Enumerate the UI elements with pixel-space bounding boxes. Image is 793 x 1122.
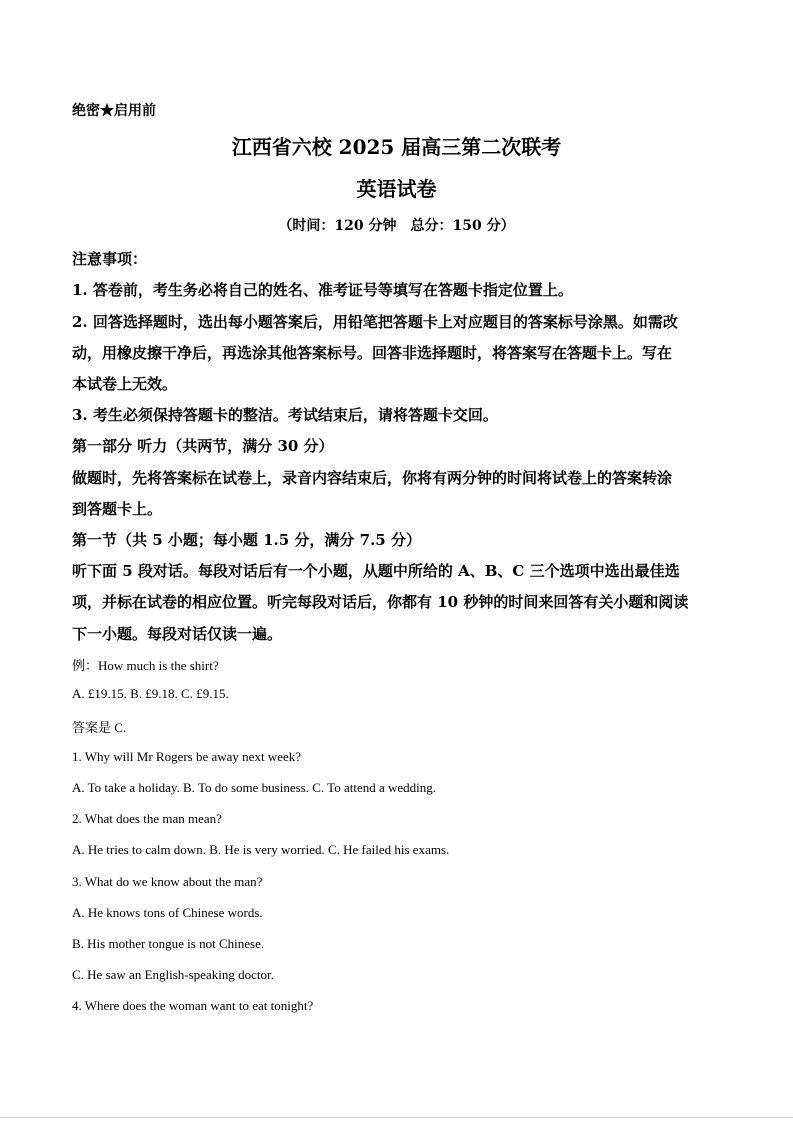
question-line: A. He tries to calm down. B. He is very worried. C. He failed his exams. (72, 842, 450, 857)
question-line: A. He knows tons of Chinese words. (72, 905, 263, 920)
example-question: 例：How much is the shirt? (72, 658, 219, 673)
part1-instruction-line-1: 做题时，先将答案标在试卷上，录音内容结束后，你将有两分钟的时间将试卷上的答案转涂 (72, 469, 673, 487)
example-answer: 答案是 C. (72, 720, 127, 735)
subject-title: 英语试卷 (356, 177, 437, 201)
notice-item-2-line-3: 本试卷上无效。 (72, 375, 178, 393)
section1-instruction-line-1: 听下面 5 段对话。每段对话后有一个小题，从题中所给的 A、B、C 三个选项中选出最佳选 (72, 562, 680, 580)
notice-item-3: 3. 考生必须保持答题卡的整洁。考试结束后，请将答题卡交回。 (72, 406, 498, 424)
question-line: 4. Where does the woman want to eat tonight? (72, 998, 314, 1013)
question-line: 2. What does the man mean? (72, 811, 222, 826)
time-info: （时间：120 分钟 总分：150 分） (278, 218, 515, 234)
page-bottom-divider (0, 1117, 793, 1118)
example-options: A. £19.15. B. £9.18. C. £9.15. (72, 686, 229, 701)
section1-heading: 第一节（共 5 小题；每小题 1.5 分，满分 7.5 分） (72, 531, 421, 549)
section1-instruction-line-3: 下一小题。每段对话仅读一遍。 (72, 625, 283, 643)
question-line: A. To take a holiday. B. To do some business. C. To attend a wedding. (72, 780, 436, 795)
question-line: B. His mother tongue is not Chinese. (72, 936, 265, 951)
part1-instruction-line-2: 到答题卡上。 (72, 500, 163, 518)
question-line: C. He saw an English-speaking doctor. (72, 967, 274, 982)
notice-item-1: 1. 答卷前，考生务必将自己的姓名、准考证号等填写在答题卡指定位置上。 (72, 281, 573, 299)
notice-item-2-line-1: 2. 回答选择题时，选出每小题答案后，用铅笔把答题卡上对应题目的答案标号涂黑。如需改 (72, 313, 678, 331)
section1-instruction-line-2: 项，并标在试卷的相应位置。听完每段对话后，你都有 10 秒钟的时间来回答有关小题和阅读 (72, 593, 689, 611)
exam-title: 江西省六校 2025 届高三第二次联考 (231, 135, 562, 159)
notice-item-2-line-2: 动，用橡皮擦干净后，再选涂其他答案标号。回答非选择题时，将答案写在答题卡上。写在 (72, 344, 673, 362)
part1-heading: 第一部分 听力（共两节，满分 30 分） (72, 437, 334, 455)
confidential-mark: 绝密★启用前 (72, 103, 156, 119)
notice-heading: 注意事项： (72, 250, 148, 268)
question-line: 3. What do we know about the man? (72, 874, 263, 889)
question-line: 1. Why will Mr Rogers be away next week? (72, 749, 302, 764)
